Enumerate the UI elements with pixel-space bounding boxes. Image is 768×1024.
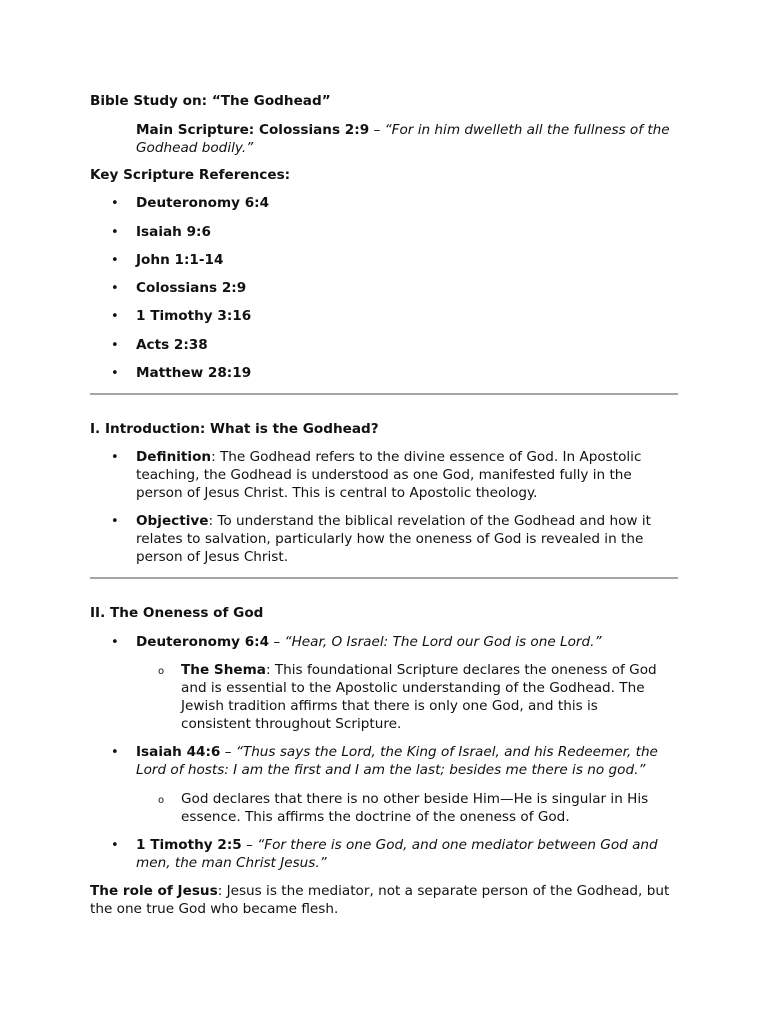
isaiah-note: God declares that there is no other beside Him—He is singular in His essence. This affirms the doctrine of the oneness of God. xyxy=(181,791,649,825)
sub-bullet-icon: o xyxy=(158,795,165,806)
bullet-icon: • xyxy=(111,338,119,353)
list-item: Acts 2:38 xyxy=(136,337,208,353)
bullet-icon: • xyxy=(111,838,119,853)
definition-paragraph: Definition: The Godhead refers to the divine essence of God. In Apostolic teaching, the Godhead is understood as one God, manifested fully in the person of Jesus Christ. This is central to Apostolic theology. xyxy=(136,449,642,501)
bullet-icon: • xyxy=(111,366,119,381)
timothy-entry: 1 Timothy 2:5 – “For there is one God, and one mediator between God and men, the man Christ Jesus.” xyxy=(136,837,658,871)
document-title: Bible Study on: “The Godhead” xyxy=(90,93,331,109)
bullet-icon: • xyxy=(111,745,119,760)
horizontal-rule xyxy=(90,577,678,579)
bullet-icon: • xyxy=(111,225,119,240)
list-item: John 1:1-14 xyxy=(136,252,224,268)
objective-paragraph: Objective: To understand the biblical revelation of the Godhead and how it relates to salvation, particularly how the oneness of God is revealed in the person of Jesus Christ. xyxy=(136,513,651,565)
isaiah-entry: Isaiah 44:6 – “Thus says the Lord, the King of Israel, and his Redeemer, the Lord of hosts: I am the first and I am the last; besides me there is no god.” xyxy=(136,744,658,778)
role-of-jesus-paragraph: The role of Jesus: Jesus is the mediator, not a separate person of the Godhead, but the one true God who became flesh. xyxy=(90,883,670,917)
list-item: Colossians 2:9 xyxy=(136,280,247,296)
shema-paragraph: The Shema: This foundational Scripture declares the oneness of God and is essential to the Apostolic understanding of the Godhead. The Jewish tradition affirms that there is only one God, and this is consistent throughout Scripture. xyxy=(181,662,657,732)
main-scripture-quote: “For in him dwelleth all the fullness of the Godhead bodily.” xyxy=(136,122,670,156)
sub-bullet-icon: o xyxy=(158,666,165,677)
list-item: Matthew 28:19 xyxy=(136,365,252,381)
list-item: Deuteronomy 6:4 xyxy=(136,195,270,211)
bullet-icon: • xyxy=(111,450,119,465)
bullet-icon: • xyxy=(111,281,119,296)
bullet-icon: • xyxy=(111,253,119,268)
bullet-icon: • xyxy=(111,514,119,529)
main-scripture-label: Main Scripture: Colossians 2:9 xyxy=(136,122,370,138)
bullet-icon: • xyxy=(111,309,119,324)
section-heading-oneness: II. The Oneness of God xyxy=(90,605,264,621)
key-refs-heading: Key Scripture References: xyxy=(90,167,291,183)
bullet-icon: • xyxy=(111,196,119,211)
section-heading-introduction: I. Introduction: What is the Godhead? xyxy=(90,421,379,437)
deuteronomy-entry: Deuteronomy 6:4 – “Hear, O Israel: The Lord our God is one Lord.” xyxy=(136,634,602,650)
list-item: Isaiah 9:6 xyxy=(136,224,211,240)
bullet-icon: • xyxy=(111,635,119,650)
horizontal-rule xyxy=(90,393,678,395)
main-scripture: Main Scripture: Colossians 2:9 – “For in him dwelleth all the fullness of the Godhead bodily.” xyxy=(136,122,670,156)
list-item: 1 Timothy 3:16 xyxy=(136,308,252,324)
